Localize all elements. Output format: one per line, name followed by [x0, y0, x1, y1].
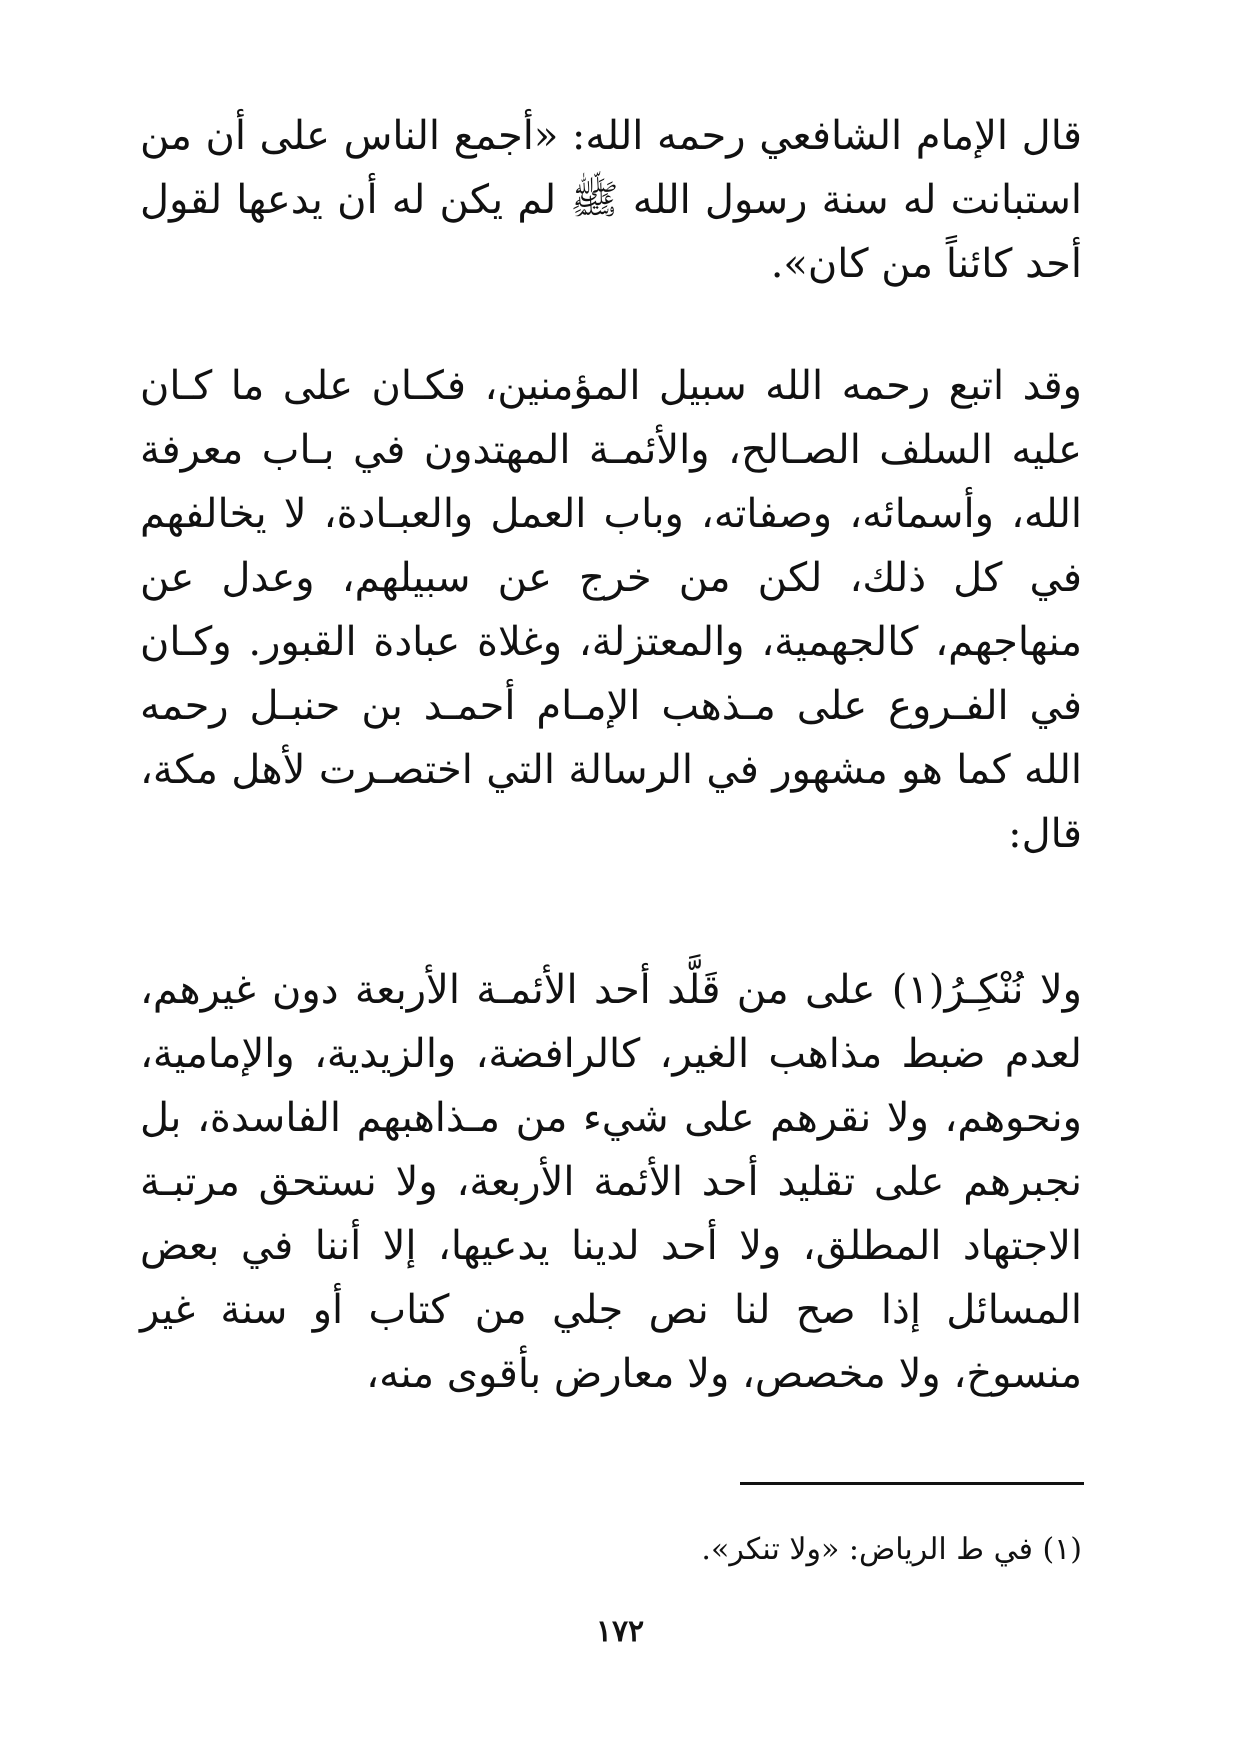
page-number: ١٧٢ [595, 1614, 645, 1649]
paragraph-following-salaf: وقد اتبع رحمه الله سبيل المؤمنين، فكـان على ما كـان عليه السلف الصـالح، والأئمـة المهتدون في بـاب معرفة الله، وأسمائه، وصفاته، وباب العمل والعبـادة، لا يخالفهم في كل ذلك، لكن من خرج عن سبيلهم، وعدل عن منهاجهم، كالجهمية، والمعتزلة، وغلاة عبادة القبور. وكـان في الفـروع على مـذهب الإمـام أحمـد بن حنبـل رحمه الله كما هو مشهور في الرسالة التي اختصـرت لأهل مكة، قال: [140, 363, 1082, 857]
paragraph-shafii-quote: قال الإمام الشافعي رحمه الله: «أجمع الناس على أن من استبانت له سنة رسول الله ﷺ لم يكن له أن يدعها لقول أحد كائناً من كان». [140, 113, 1082, 287]
footnote: (١) في ط الرياض: «ولا تنكر». [701, 1532, 1082, 1567]
footnote-divider [740, 1482, 1084, 1485]
paragraph-four-imams: ولا نُنْكِـرُ(١) على من قَلَّد أحد الأئمـة الأربعة دون غيرهم، لعدم ضبط مذاهب الغير، كالرافضة، والزيدية، والإمامية، ونحوهم، ولا نقرهم على شيء من مـذاهبهم الفاسدة، بل نجبرهم على تقليد أحد الأئمة الأربعة، ولا نستحق مرتبـة الاجتهاد المطلق، ولا أحد لدينا يدعيها، إلا أننا في بعض المسائل إذا صح لنا نص جلي من كتاب أو سنة غير منسوخ، ولا مخصص، ولا معارض بأقوى منه، [140, 967, 1083, 1397]
